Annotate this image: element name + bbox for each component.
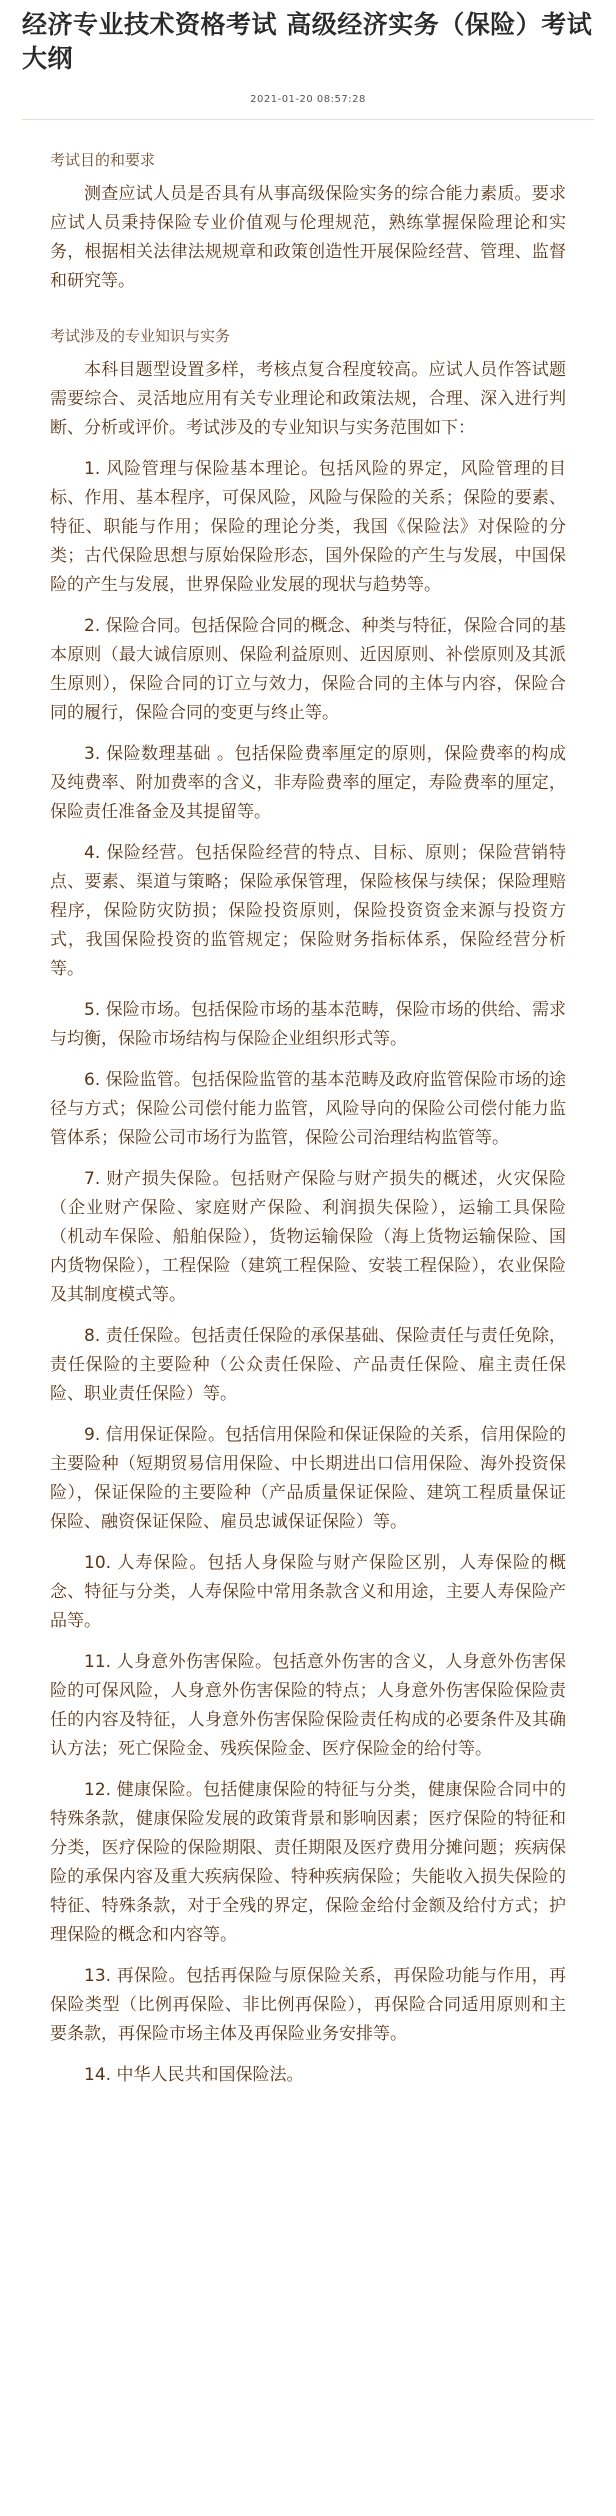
section-heading-scope: 考试涉及的专业知识与实务 [50, 327, 231, 345]
list-item: 7. 财产损失保险。包括财产保险与财产损失的概述，火灾保险（企业财产保险、家庭财产保险、利润损失保险），运输工具保险（机动车保险、船舶保险），货物运输保险（海上货物运输保险、国内货物保险），工程保险（建筑工程保险、安装工程保险），农业保险及其制度模式等。 [50, 1169, 566, 1305]
list-item: 5. 保险市场。包括保险市场的基本范畴，保险市场的供给、需求与均衡，保险市场结构与保险企业组织形式等。 [50, 1000, 566, 1049]
list-item: 6. 保险监管。包括保险监管的基本范畴及政府监管保险市场的途径与方式；保险公司偿付能力监管，风险导向的保险公司偿付能力监管体系；保险公司市场行为监管，保险公司治理结构监管等。 [50, 1070, 566, 1148]
list-item: 10. 人寿保险。包括人身保险与财产保险区别，人寿保险的概念、特征与分类，人寿保险中常用条款含义和用途，主要人寿保险产品等。 [50, 1553, 566, 1631]
list-item: 1. 风险管理与保险基本理论。包括风险的界定，风险管理的目标、作用、基本程序，可保风险，风险与保险的关系；保险的要素、特征、职能与作用；保险的理论分类，我国《保险法》对保险的分类；古代保险思想与原始保险形态，国外保险的产生与发展，中国保险的产生与发展，世界保险业发展的现状与趋势等。 [50, 459, 566, 595]
list-item: 12. 健康保险。包括健康保险的特征与分类，健康保险合同中的特殊条款，健康保险发展的政策背景和影响因素；医疗保险的特征和分类，医疗保险的保险期限、责任期限及医疗费用分摊问题；疾病保险的承保内容及重大疾病保险、特种疾病保险；失能收入损失保险的特征、特殊条款，对于全残的界定，保险金给付金额及给付方式；护理保险的概念和内容等。 [50, 1780, 566, 1945]
article-body [22, 148, 594, 2090]
list-item: 13. 再保险。包括再保险与原保险关系，再保险功能与作用，再保险类型（比例再保险、非比例再保险），再保险合同适用原则和主要条款，再保险市场主体及再保险业务安排等。 [50, 1966, 566, 2044]
article-title: 经济专业技术资格考试 高级经济实务（保险）考试大纲 [22, 10, 593, 73]
list-item: 4. 保险经营。包括保险经营的特点、目标、原则；保险营销特点、要素、渠道与策略；保险承保管理，保险核保与续保；保险理赔程序，保险防灾防损；保险投资原则，保险投资资金来源与投资方式，我国保险投资的监管规定；保险财务指标体系，保险经营分析等。 [50, 843, 566, 979]
list-item: 8. 责任保险。包括责任保险的承保基础、保险责任与责任免除，责任保险的主要险种（公众责任保险、产品责任保险、雇主责任保险、职业责任保险）等。 [50, 1326, 566, 1404]
scope-item-list [50, 455, 566, 2090]
list-item: 9. 信用保证保险。包括信用保险和保证保险的关系，信用保险的主要险种（短期贸易信用保险、中长期进出口信用保险、海外投资保险），保证保险的主要险种（产品质量保证保险、建筑工程质量保证保险、融资保证保险、雇员忠诚保证保险）等。 [50, 1425, 566, 1532]
title-divider [22, 119, 594, 120]
purpose-paragraph: 测查应试人员是否具有从事高级保险实务的综合能力素质。要求应试人员秉持保险专业价值观与伦理规范，熟练掌握保险理论和实务，根据相关法律法规规章和政策创造性开展保险经营、管理、监督和研究等。 [50, 184, 566, 291]
scope-intro-paragraph: 本科目题型设置多样，考核点复合程度较高。应试人员作答试题需要综合、灵活地应用有关专业理论和政策法规，合理、深入进行判断、分析或评价。考试涉及的专业知识与实务范围如下： [50, 360, 566, 438]
list-item: 3. 保险数理基础 。包括保险费率厘定的原则，保险费率的构成及纯费率、附加费率的含义，非寿险费率的厘定，寿险费率的厘定，保险责任准备金及其提留等。 [50, 744, 566, 822]
publish-datetime: 2021-01-20 08:57:28 [250, 94, 366, 105]
section-heading-purpose: 考试目的和要求 [50, 151, 156, 169]
list-item: 2. 保险合同。包括保险合同的概念、种类与特征，保险合同的基本原则（最大诚信原则、保险利益原则、近因原则、补偿原则及其派生原则），保险合同的订立与效力，保险合同的主体与内容，保险合同的履行，保险合同的变更与终止等。 [50, 616, 566, 723]
list-item: 11. 人身意外伤害保险。包括意外伤害的含义，人身意外伤害保险的可保风险，人身意外伤害保险的特点；人身意外伤害保险保险责任的内容及特征，人身意外伤害保险保险责任构成的必要条件及其确认方法；死亡保险金、残疾保险金、医疗保险金的给付等。 [50, 1652, 566, 1759]
list-item: 14. 中华人民共和国保险法。 [84, 2065, 304, 2085]
